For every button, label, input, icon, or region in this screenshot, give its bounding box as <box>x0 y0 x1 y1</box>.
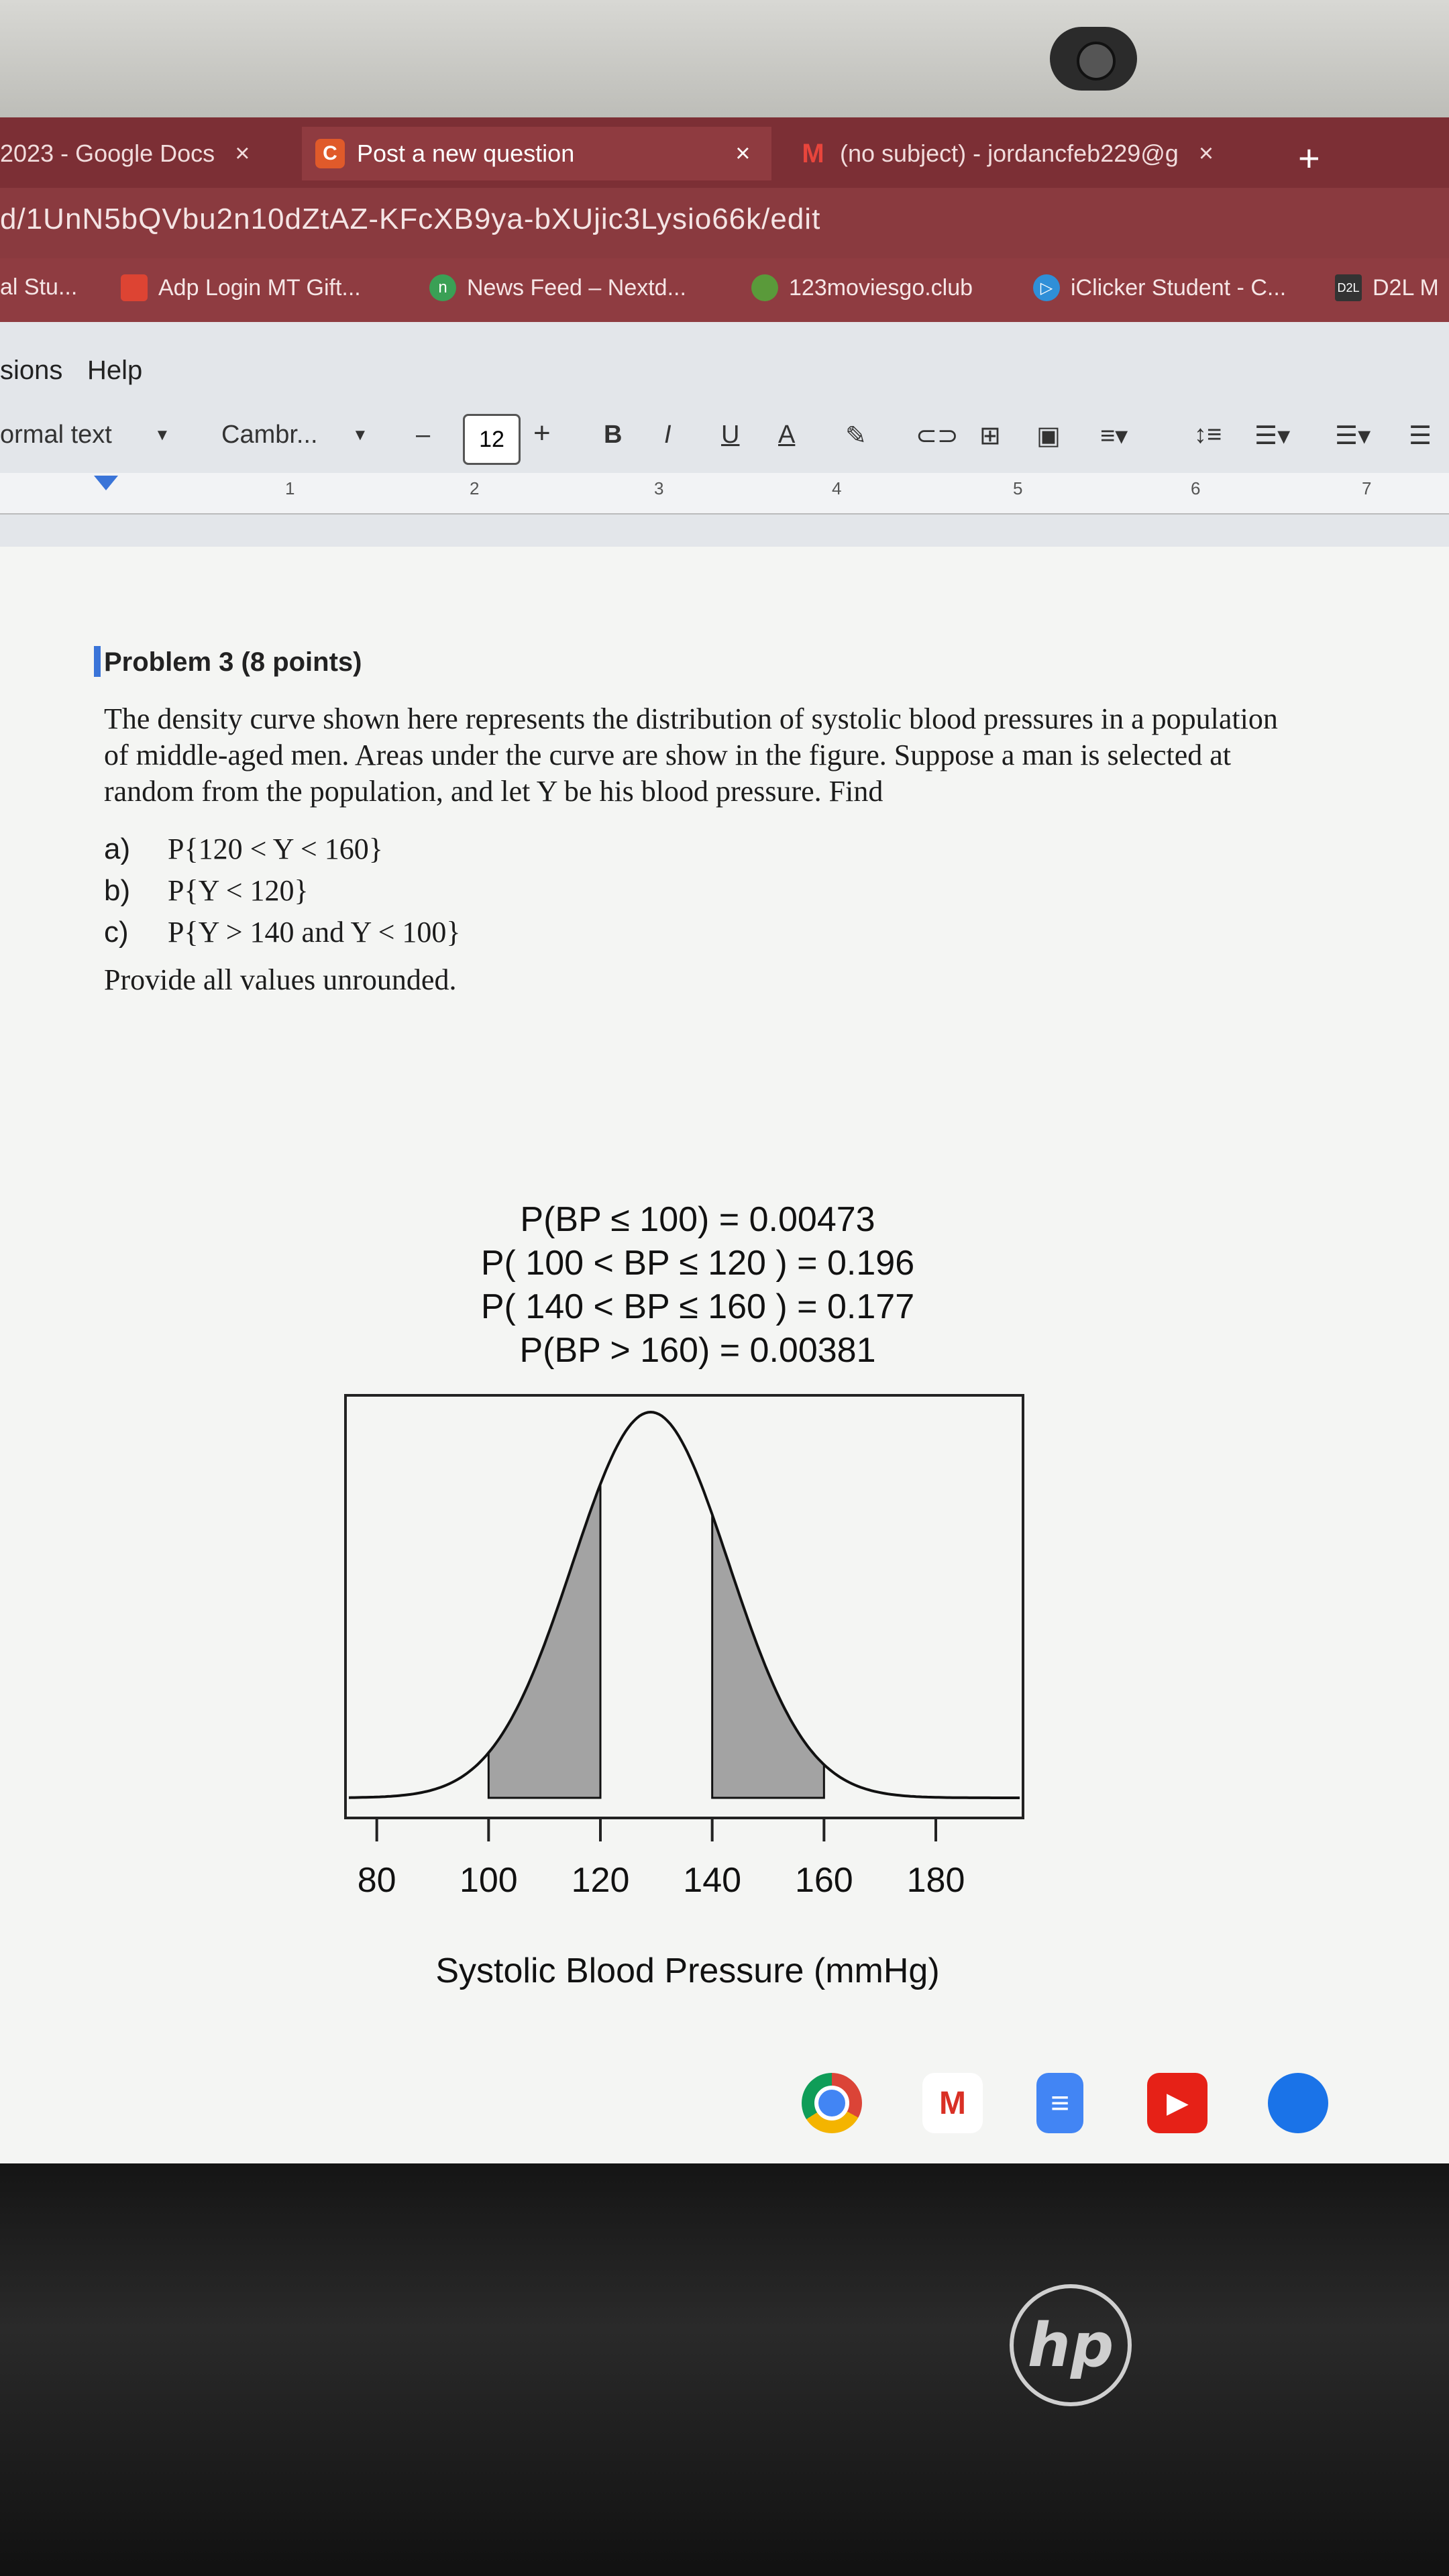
chrome-icon[interactable] <box>802 2073 862 2133</box>
decrease-size-button[interactable]: – <box>416 421 431 449</box>
tab-gmail[interactable] <box>798 127 1268 180</box>
tab-bar <box>0 117 1449 188</box>
taskbar <box>0 2043 1449 2163</box>
close-icon[interactable]: × <box>235 139 250 168</box>
bookmark-item[interactable]: D2L D2L M <box>1335 274 1439 301</box>
comment-icon[interactable]: ⊞ <box>979 422 1001 450</box>
annotation-label: P(BP ≤ 100) = 0.00473 <box>520 1200 875 1239</box>
bookmark-item[interactable]: Adp Login MT Gift... <box>121 274 361 301</box>
indent-marker-icon[interactable] <box>94 476 118 490</box>
youtube-icon[interactable]: ▶ <box>1147 2073 1208 2133</box>
list-item: c) P{Y > 140 and Y < 100} <box>104 916 461 949</box>
line-spacing-icon[interactable]: ↕≡ <box>1194 421 1222 449</box>
align-icon[interactable]: ≡▾ <box>1100 422 1128 450</box>
chevron-down-icon[interactable]: ▼ <box>154 426 170 444</box>
bookmark-item[interactable]: al Stu... <box>0 274 78 300</box>
chevron-down-icon[interactable]: ▼ <box>352 426 368 444</box>
webcam-icon <box>1050 27 1137 91</box>
link-icon[interactable]: ⊂⊃ <box>916 422 959 450</box>
bookmark-item[interactable]: n News Feed – Nextd... <box>429 274 686 301</box>
tab-post-question[interactable] <box>302 127 771 180</box>
movies-icon <box>751 274 778 301</box>
gmail-icon[interactable]: M <box>922 2073 983 2133</box>
italic-button[interactable]: I <box>664 421 672 449</box>
plot-frame <box>345 1395 1023 1818</box>
instructions: Provide all values unrounded. <box>104 963 457 996</box>
new-tab-button[interactable]: + <box>1298 137 1320 179</box>
tab-label: 2023 - Google Docs <box>0 140 215 167</box>
laptop-bezel-top <box>0 0 1449 117</box>
tab-label: (no subject) - jordancfeb229@g <box>840 140 1179 167</box>
hp-logo: hp <box>1010 2284 1132 2406</box>
highlight-icon[interactable]: ✎ <box>845 422 867 450</box>
numbered-list-icon[interactable]: ☰ <box>1409 422 1432 450</box>
text-color-button[interactable]: A <box>778 421 796 449</box>
bookmark-item[interactable]: 123moviesgo.club <box>751 274 973 301</box>
iclicker-icon: ▷ <box>1033 274 1060 301</box>
d2l-icon: D2L <box>1335 274 1362 301</box>
font-select[interactable]: Cambr... <box>221 421 318 449</box>
format-toolbar <box>0 406 1449 473</box>
annotation-label: P(BP > 160) = 0.00381 <box>519 1331 876 1370</box>
annotation-label: P( 100 < BP ≤ 120 ) = 0.196 <box>480 1244 915 1283</box>
bold-button[interactable]: B <box>604 421 623 449</box>
close-icon[interactable]: × <box>1198 139 1214 168</box>
adp-icon <box>121 274 148 301</box>
gmail-icon: M <box>802 138 824 168</box>
laptop-bezel-bottom <box>0 2163 1449 2576</box>
annotation-label: P( 140 < BP ≤ 160 ) = 0.177 <box>480 1287 915 1326</box>
tick-label: 140 <box>683 1861 742 1900</box>
close-icon[interactable]: × <box>735 139 751 168</box>
docs-toolbar-area <box>0 322 1449 547</box>
list-item: a) P{120 < Y < 160} <box>104 833 383 865</box>
list-item: b) P{Y < 120} <box>104 874 309 907</box>
problem-heading: Problem 3 (8 points) <box>104 647 362 677</box>
url-text: d/1UnN5bQVbu2n10dZtAZ-KFcXB9ya-bXUjic3Lysio66k/edit <box>0 203 821 235</box>
screen <box>0 117 1449 2163</box>
docs-icon[interactable]: ≡ <box>1036 2073 1083 2133</box>
bookmarks-bar <box>0 258 1449 322</box>
nextdoor-icon: n <box>429 274 456 301</box>
tab-label: Post a new question <box>357 140 575 167</box>
x-axis-ticks <box>358 1818 965 1900</box>
address-bar[interactable] <box>0 188 1449 258</box>
bookmark-item[interactable]: ▷ iClicker Student - C... <box>1033 274 1286 301</box>
underline-button[interactable]: U <box>721 421 740 449</box>
menu-extensions[interactable]: sions <box>0 356 63 385</box>
tab-google-docs[interactable] <box>0 127 282 180</box>
tick-label: 120 <box>571 1861 630 1900</box>
chegg-icon: C <box>315 139 345 168</box>
increase-size-button[interactable]: + <box>533 417 551 449</box>
messages-icon[interactable] <box>1268 2073 1328 2133</box>
problem-text: The density curve shown here represents the distribution of systolic blood pressures in a population of middle-aged men. Areas under the curve are show in the figure. Suppose a man is selected at random from the population, and let Y be his blood pressure. Find <box>104 702 1278 808</box>
bullet-list-icon[interactable]: ☰▾ <box>1335 422 1371 450</box>
checklist-icon[interactable]: ☰▾ <box>1254 422 1291 450</box>
ruler[interactable]: 1 2 3 4 5 6 7 <box>0 473 1449 515</box>
font-size-input[interactable]: 12 <box>463 414 521 465</box>
document-page[interactable] <box>0 547 1449 2163</box>
image-icon[interactable]: ▣ <box>1036 422 1061 450</box>
x-axis-label: Systolic Blood Pressure (mmHg) <box>435 1951 940 1990</box>
tick-label: 160 <box>794 1861 853 1900</box>
tick-label: 100 <box>459 1861 518 1900</box>
tick-label: 180 <box>906 1861 965 1900</box>
density-chart <box>0 547 1449 2056</box>
tick-label: 80 <box>357 1861 396 1900</box>
menu-help[interactable]: Help <box>87 356 143 385</box>
style-select[interactable]: ormal text <box>0 421 112 449</box>
